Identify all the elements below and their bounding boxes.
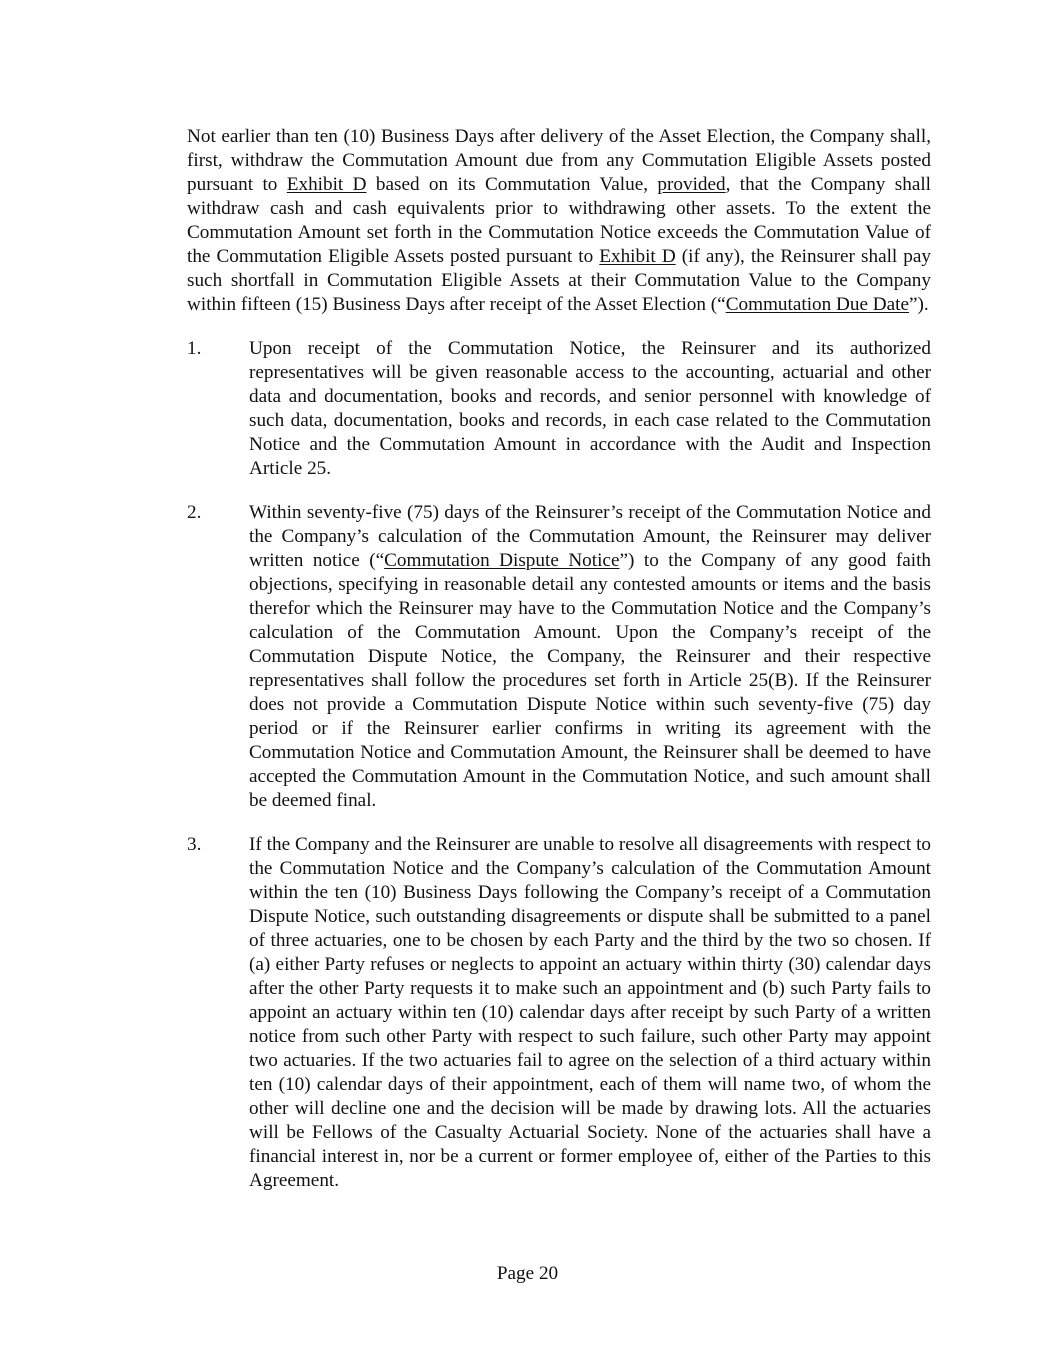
document-page xyxy=(187,125,931,1213)
list-item-text-part: Within seventy-five (75) days of the Reinsurer’s receipt of the Commutation Notice and the Company’s calculation of the Commutation Amount, the Reinsurer may deliver written notice (“ xyxy=(249,502,931,571)
list-item-number: 2. xyxy=(187,502,202,523)
intro-text: based on its Commutation Value, xyxy=(366,174,658,195)
intro-text: (if any), the Reinsurer shall pay such shortfall in Commutation Eligible Assets at their Commutation Value to the Company within fifteen (15) Business Days after receipt of the Asset Election (“ xyxy=(187,246,932,315)
intro-paragraph xyxy=(187,125,931,317)
exhibit-d-reference: Exhibit D xyxy=(599,246,676,267)
list-item-number: 1. xyxy=(187,338,202,359)
list-item-number: 3. xyxy=(187,834,202,855)
list-item-2 xyxy=(187,501,931,813)
list-item-3 xyxy=(187,833,931,1193)
list-item-text: If the Company and the Reinsurer are unable to resolve all disagreements with respect to the Commutation Notice and the Company’s calculation of the Commutation Amount within the ten (10) Business Days following the Company’s receipt of a Commutation Dispute Notice, such outstanding disagreements or dispute shall be submitted to a panel of three actuaries, one to be chosen by each Party and the third by the two so chosen. If (a) either Party refuses or neglects to appoint an actuary within thirty (30) calendar days after the other Party requests it to make such an appointment and (b) such Party fails to appoint an actuary within ten (10) calendar days after receipt by such Party of a written notice from such other Party with respect to such failure, such other Party may appoint two actuaries. If the two actuaries fail to agree on the selection of a third actuary within ten (10) calendar days of their appointment, each of them will name two, of whom the other will decline one and the decision will be made by drawing lots. All the actuaries will be Fellows of the Casualty Actuarial Society. None of the actuaries shall have a financial interest in, nor be a current or former employee of, either of the Parties to this Agreement. xyxy=(249,834,931,1191)
list-item-1 xyxy=(187,337,931,481)
page-number: Page 20 xyxy=(496,1263,559,1284)
list-item-text xyxy=(249,501,931,813)
intro-text: ”). xyxy=(909,294,929,315)
intro-text: Not earlier than ten (10) Business Days after delivery of the Asset Election, the Company shall, first, withdraw the Commutation Amount due from any Commutation Eligible Assets posted pursuant to xyxy=(187,126,931,195)
commutation-due-date-term: Commutation Due Date xyxy=(725,294,909,315)
intro-text: , that the Company shall withdraw cash and cash equivalents prior to withdrawing other assets. To the extent the Commutation Amount set forth in the Commutation Notice exceeds the Commutation Value of the Commutation Eligible Assets posted pursuant to xyxy=(187,174,931,267)
list-item-text-part: ”) to the Company of any good faith objections, specifying in reasonable detail any contested amounts or items and the basis therefor which the Reinsurer may have to the Commutation Notice and the Company’s calculation of the Commutation Amount. Upon the Company’s receipt of the Commutation Dispute Notice, the Company, the Reinsurer and their respective representatives shall follow the procedures set forth in Article 25(B). If the Reinsurer does not provide a Commutation Dispute Notice within such seventy-five (75) day period or if the Reinsurer earlier confirms in writing its agreement with the Commutation Notice and Commutation Amount, the Reinsurer shall be deemed to have accepted the Commutation Amount in the Commutation Notice, and such amount shall be deemed final. xyxy=(249,550,931,811)
exhibit-d-reference: Exhibit D xyxy=(286,174,367,195)
list-item-text: Upon receipt of the Commutation Notice, the Reinsurer and its authorized representatives will be given reasonable access to the accounting, actuarial and other data and documentation, books and records, and senior personnel with knowledge of such data, documentation, books and records, in each case related to the Commutation Notice and the Commutation Amount in accordance with the Audit and Inspection Article 25. xyxy=(249,338,931,479)
commutation-dispute-notice-term: Commutation Dispute Notice xyxy=(384,550,620,571)
provided-term: provided xyxy=(657,174,726,195)
